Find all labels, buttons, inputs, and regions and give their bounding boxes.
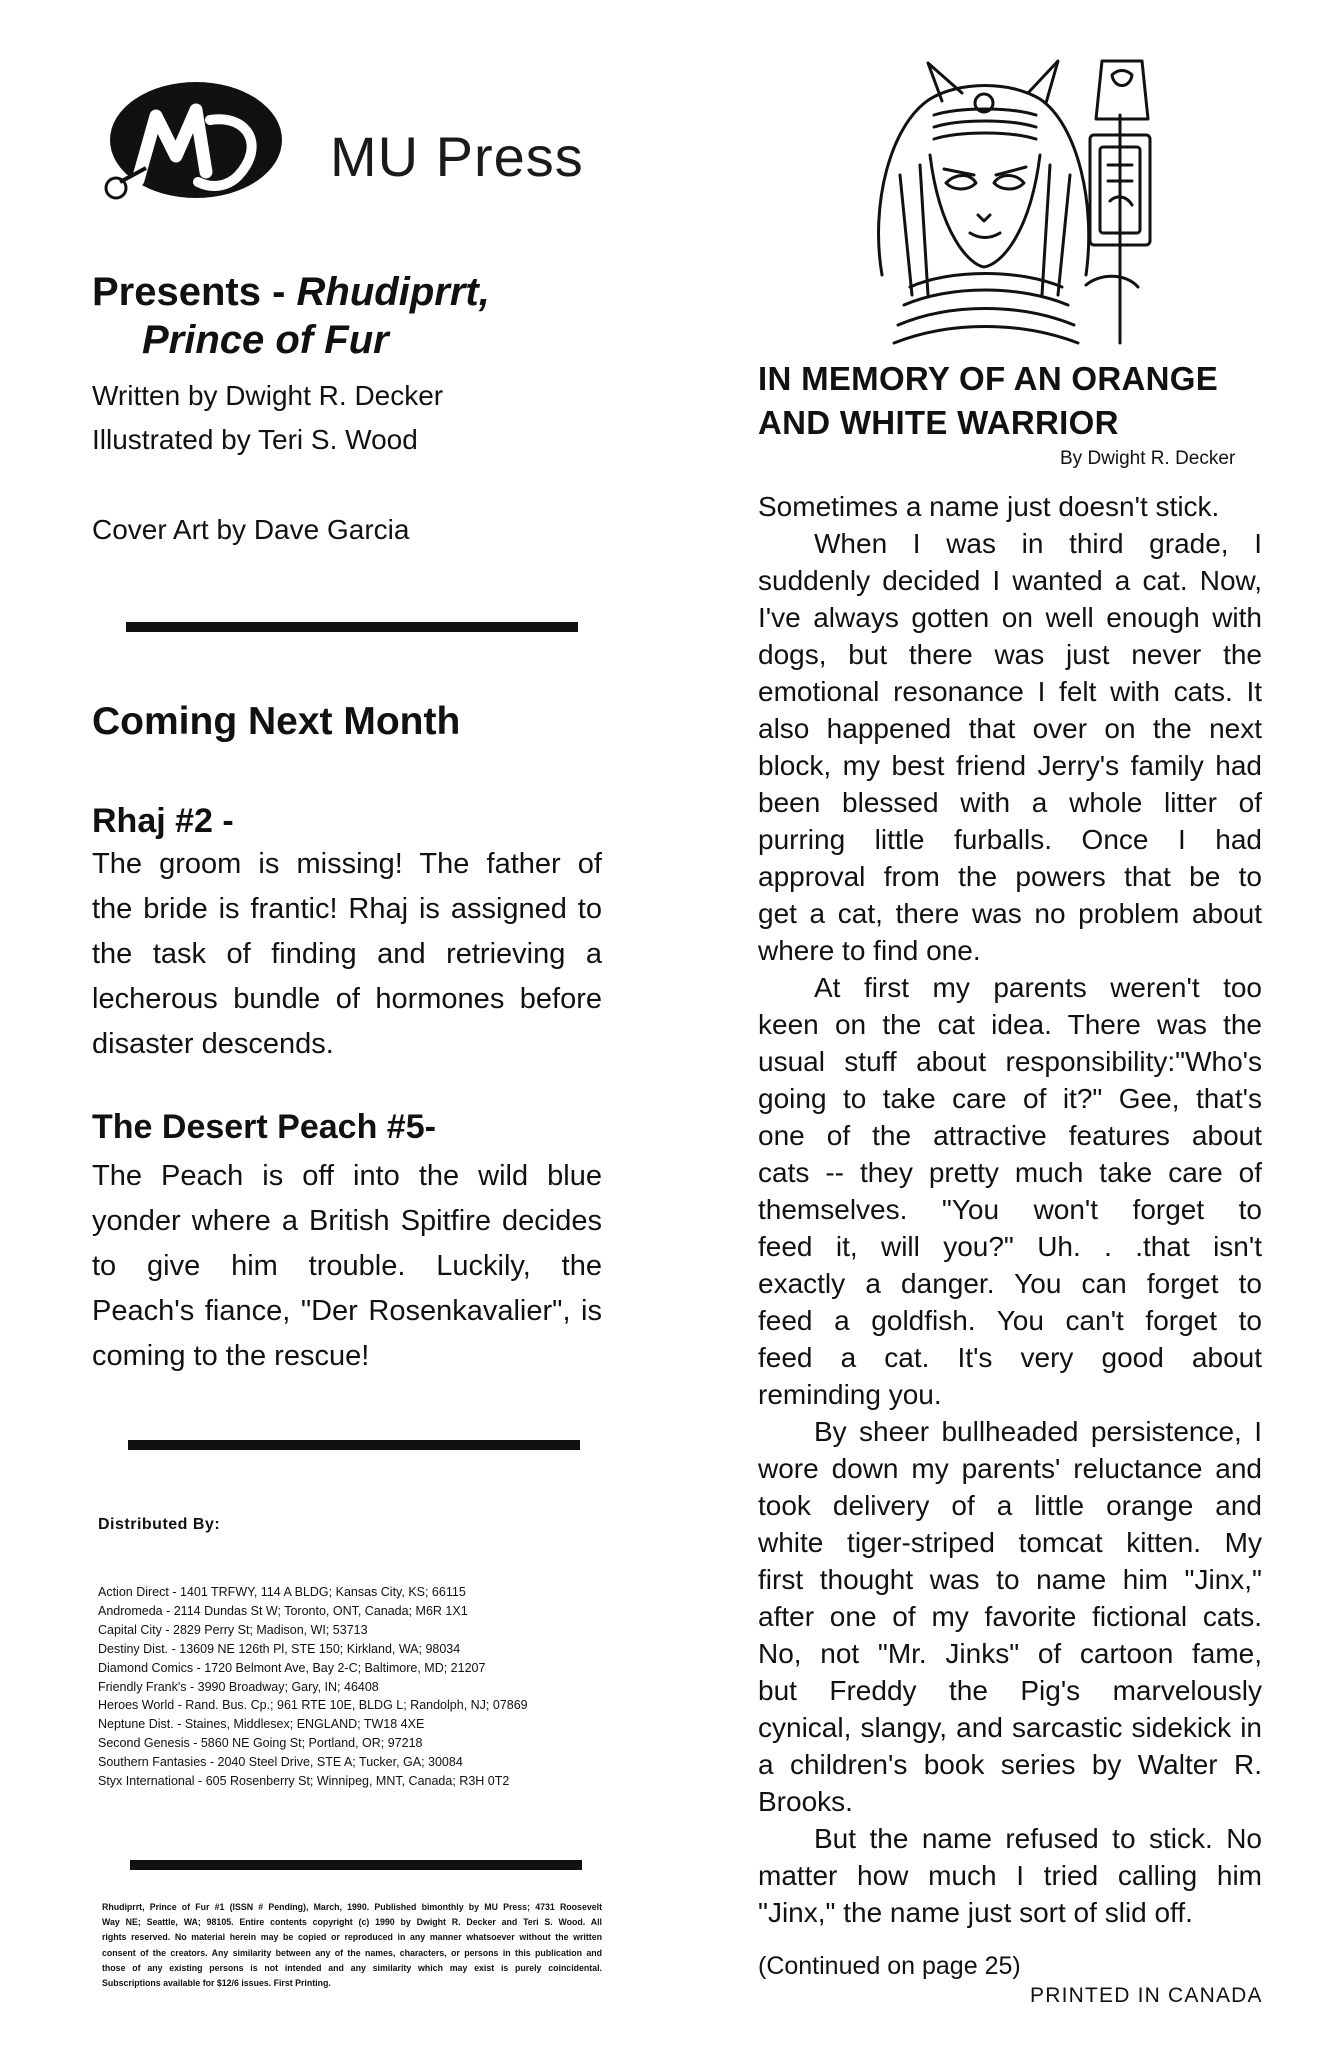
distributor-entry: Heroes World - Rand. Bus. Cp.; 961 RTE 10E, BLDG L; Randolph, NJ; 07869: [98, 1698, 528, 1713]
article-line: Brooks.: [758, 1786, 853, 1817]
distributor-entry: Capital City - 2829 Perry St; Madison, WI; 53713: [98, 1622, 368, 1637]
illustrator-credit: Illustrated by Teri S. Wood: [92, 424, 418, 455]
presents-prefix: Presents -: [92, 270, 297, 314]
legal-line: rights reserved. No material herein may be copied or reproduced in any manner whatsoever without the written: [102, 1932, 602, 1943]
legal-line: Subscriptions available for $12/6 issues. First Printing.: [102, 1978, 331, 1989]
article-line: By sheer bullheaded persistence, I: [814, 1416, 1262, 1447]
mu-press-logo-graphic: [98, 76, 288, 206]
coming-next-heading: Coming Next Month: [92, 700, 461, 743]
article-line: cats -- they pretty much take care of: [758, 1157, 1262, 1188]
distributor-entry: Friendly Frank's - 3990 Broadway; Gary, IN; 46408: [98, 1679, 379, 1694]
blurb-line: The Peach is off into the wild blue: [92, 1160, 602, 1192]
article-line: No, not "Mr. Jinks" of cartoon fame,: [758, 1638, 1262, 1669]
article-line: block, my best friend Jerry's family had: [758, 750, 1262, 781]
cat-pharaoh-drawing: [850, 55, 1190, 345]
writer-credit: Written by Dwight R. Decker: [92, 380, 444, 411]
article-line: been blessed with a whole litter of: [758, 787, 1262, 818]
article-line: where to find one.: [758, 935, 981, 966]
article-line: When I was in third grade, I: [814, 528, 1262, 559]
article-line: white tiger-striped tomcat kitten. My: [758, 1527, 1262, 1558]
blurb-line: coming to the rescue!: [92, 1340, 370, 1372]
article-line: wore down my parents' reluctance and: [758, 1453, 1262, 1484]
article-line: suddenly decided I wanted a cat. Now,: [758, 565, 1262, 596]
article-line: feed it, will you?" Uh. . .that isn't: [758, 1231, 1262, 1262]
presents-heading: [92, 270, 490, 315]
article-line: after one of my favorite fictional cats.: [758, 1601, 1262, 1632]
comic-title-part2: Prince of Fur: [142, 318, 389, 362]
printed-in-canada: PRINTED IN CANADA: [1030, 1984, 1263, 2007]
article-line: exactly a danger. You can forget to: [758, 1268, 1262, 1299]
article-line: approval from the powers that be to: [758, 861, 1262, 892]
article-line: reminding you.: [758, 1379, 942, 1410]
article-line: themselves. "You won't forget to: [758, 1194, 1262, 1225]
distributor-entry: Southern Fantasies - 2040 Steel Drive, STE A; Tucker, GA; 30084: [98, 1755, 463, 1770]
desert-peach-blurb: [92, 1154, 602, 1379]
divider-rule: [128, 1440, 580, 1450]
article-line: purring little furballs. Once I had: [758, 824, 1262, 855]
article-line: feed a goldfish. You can't forget to: [758, 1305, 1262, 1336]
mu-press-logo: [98, 76, 288, 206]
legal-notice: [102, 1900, 602, 1991]
article-line: cynical, slangy, and sarcastic sidekick in: [758, 1712, 1262, 1743]
blurb-line: The groom is missing! The father of: [92, 848, 602, 880]
article-line: matter how much I tried calling him: [758, 1860, 1262, 1891]
article-line: a children's book series by Walter R.: [758, 1749, 1262, 1780]
distributor-entry: Styx International - 605 Rosenberry St; Winnipeg, MNT, Canada; R3H 0T2: [98, 1774, 510, 1789]
legal-line: those of any existing persons is not intended and any similarity which may exist is purely coincidental.: [102, 1962, 602, 1973]
blurb-line: Peach's fiance, "Der Rosenkavalier", is: [92, 1295, 602, 1327]
rhaj-title: Rhaj #2 -: [92, 802, 234, 840]
article-line: "Jinx," the name just sort of slid off.: [758, 1897, 1193, 1928]
distributor-entry: Diamond Comics - 1720 Belmont Ave, Bay 2-C; Baltimore, MD; 21207: [98, 1660, 486, 1675]
blurb-line: lecherous bundle of hormones before: [92, 983, 602, 1015]
distributor-entry: Second Genesis - 5860 NE Going St; Portland, OR; 97218: [98, 1736, 423, 1751]
article-line: one of the attractive features about: [758, 1120, 1262, 1151]
article-line: feed a cat. It's very good about: [758, 1342, 1262, 1373]
cover-art-credit: Cover Art by Dave Garcia: [92, 514, 410, 545]
article-line: also happened that over on the next: [758, 713, 1262, 744]
article-line: took delivery of a little orange and: [758, 1490, 1262, 1521]
article-line: usual stuff about responsibility:"Who's: [758, 1046, 1262, 1077]
article-line: emotional resonance I felt with cats. It: [758, 676, 1262, 707]
distributor-entry: Neptune Dist. - Staines, Middlesex; ENGLAND; TW18 4XE: [98, 1717, 425, 1732]
article-line: Sometimes a name just doesn't stick.: [758, 491, 1220, 522]
blurb-line: to give him trouble. Luckily, the: [92, 1250, 602, 1282]
distributed-heading: Distributed By:: [98, 1516, 221, 1533]
blurb-line: the task of finding and retrieving a: [92, 938, 602, 970]
article-byline: By Dwight R. Decker: [1060, 448, 1236, 469]
blurb-line: disaster descends.: [92, 1028, 334, 1060]
article-title-line1: IN MEMORY OF AN ORANGE: [758, 360, 1219, 397]
article-line: dogs, but there was just never the: [758, 639, 1262, 670]
article-line: I've always gotten on well enough with: [758, 602, 1262, 633]
blurb-line: yonder where a British Spitfire decides: [92, 1205, 602, 1237]
article-line: At first my parents weren't too: [814, 972, 1262, 1003]
article-title-line2: AND WHITE WARRIOR: [758, 404, 1119, 441]
article-line: get a cat, there was no problem about: [758, 898, 1262, 929]
article-line: keen on the cat idea. There was the: [758, 1009, 1262, 1040]
desert-peach-title: The Desert Peach #5-: [92, 1108, 436, 1146]
article-line: going to take care of it?" Gee, that's: [758, 1083, 1262, 1114]
brand-name: MU Press: [330, 125, 584, 188]
comic-title-part1: Rhudiprrt,: [296, 270, 490, 314]
distributor-entry: Action Direct - 1401 TRFWY, 114 A BLDG; Kansas City, KS; 66115: [98, 1585, 466, 1599]
continued-note: (Continued on page 25): [758, 1952, 1021, 1980]
article-body: [758, 488, 1262, 1931]
cat-pharaoh-illustration: [850, 55, 1190, 345]
blurb-line: the bride is frantic! Rhaj is assigned to: [92, 893, 602, 925]
article-line: but Freddy the Pig's marvelously: [758, 1675, 1262, 1706]
distributor-entry: Andromeda - 2114 Dundas St W; Toronto, ONT, Canada; M6R 1X1: [98, 1603, 468, 1618]
article-line: first thought was to name him "Jinx,": [758, 1564, 1262, 1595]
legal-line: Rhudiprrt, Prince of Fur #1 (ISSN # Pending), March, 1990. Published bimonthly by MU Press; 4731 Roosevelt: [102, 1902, 602, 1912]
divider-rule: [130, 1860, 582, 1870]
article-line: But the name refused to stick. No: [814, 1823, 1262, 1854]
legal-line: consent of the creators. Any similarity between any of the names, characters, or persons in this publication and: [102, 1947, 602, 1958]
rhaj-blurb: [92, 842, 602, 1067]
distributor-entry: Destiny Dist. - 13609 NE 126th Pl, STE 150; Kirkland, WA; 98034: [98, 1641, 461, 1656]
distributor-list: [98, 1583, 618, 1791]
divider-rule: [126, 622, 578, 632]
legal-line: Way NE; Seattle, WA; 98105. Entire contents copyright (c) 1990 by Dwight R. Decker and Teri S. Wood. All: [102, 1917, 602, 1928]
